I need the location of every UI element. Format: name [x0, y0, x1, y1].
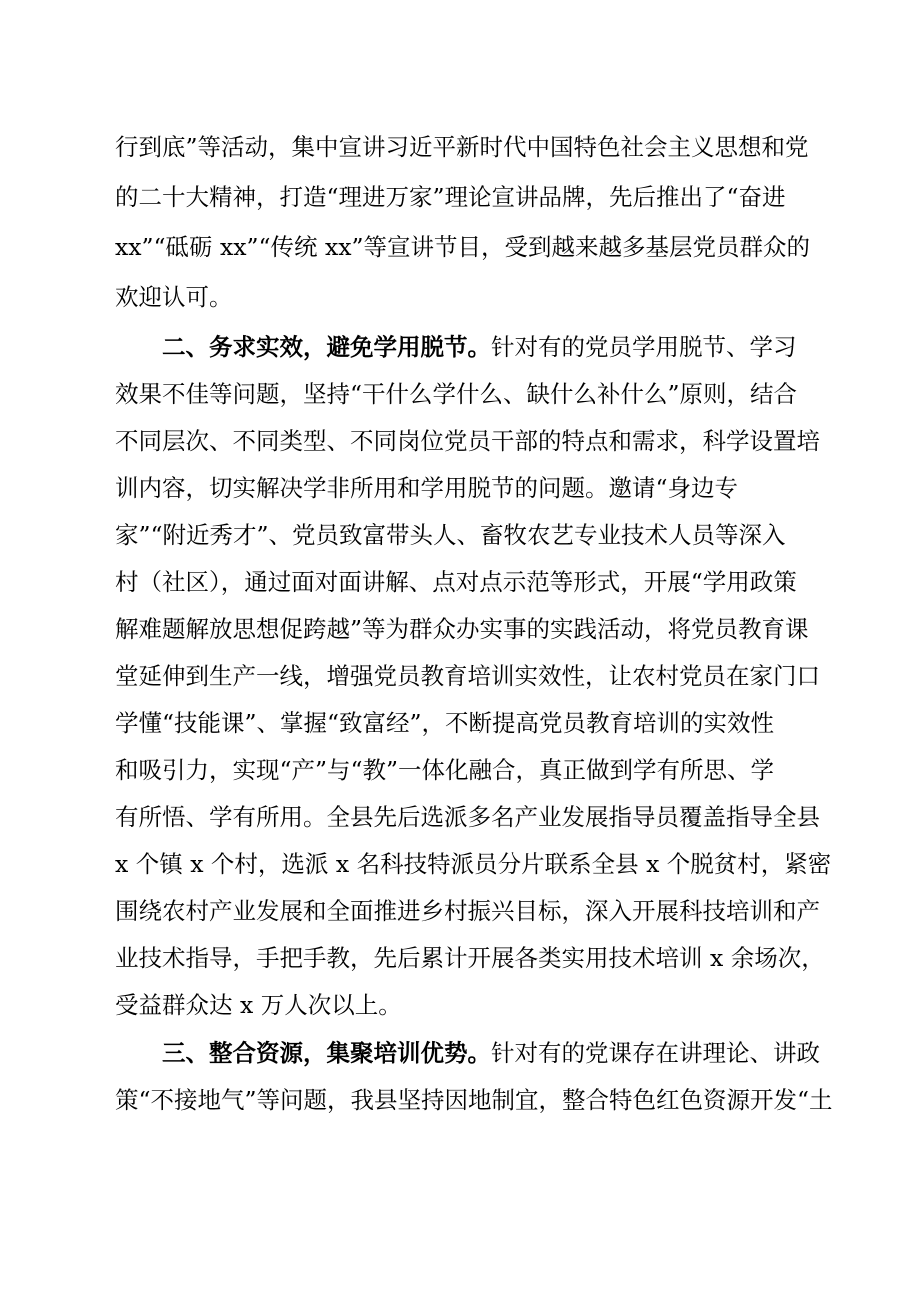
paragraph-text: 针对有的党员学用脱节、学习	[491, 333, 797, 361]
paragraph-line: 训内容，切实解决学非所用和学用脱节的问题。邀请“身边专	[115, 474, 739, 502]
section-two-line	[162, 332, 797, 362]
paragraph-line: 有所悟、学有所用。全县先后选派多名产业发展指导员覆盖指导全县	[115, 803, 820, 831]
paragraph-line: 策“不接地气”等问题，我县坚持因地制宜，整合特色红色资源开发“土	[115, 1086, 833, 1114]
section-heading: 三、整合资源，集聚培训优势。	[162, 1039, 491, 1067]
paragraph-line: 堂延伸到生产一线，增强党员教育培训实效性，让农村党员在家门口	[115, 662, 820, 690]
section-heading: 二、务求实效，避免学用脱节。	[162, 333, 491, 361]
paragraph-line: 的二十大精神，打造“理进万家”理论宣讲品牌，先后推出了“奋进	[115, 183, 786, 211]
paragraph-line: 业技术指导，手把手教，先后累计开展各类实用技术培训 x 余场次，	[115, 944, 825, 972]
paragraph-line: 家”“附近秀才”、党员致富带头人、畜牧农艺专业技术人员等深入	[115, 521, 786, 549]
paragraph-line: 行到底”等活动，集中宣讲习近平新时代中国特色社会主义思想和党	[115, 133, 809, 161]
paragraph-text: 针对有的党课存在讲理论、讲政	[491, 1039, 820, 1067]
paragraph-line: 解难题解放思想促跨越”等为群众办实事的实践活动，将党员教育课	[115, 615, 809, 643]
paragraph-line: 效果不佳等问题，坚持“干什么学什么、缺什么补什么”原则，结合	[115, 380, 798, 408]
paragraph-line: x 个镇 x 个村，选派 x 名科技特派员分片联系全县 x 个脱贫村，紧密	[115, 850, 832, 878]
paragraph-line: xx”“砥砺 xx”“传统 xx”等宣讲节目，受到越来越多基层党员群众的	[115, 233, 811, 261]
paragraph-line: 围绕农村产业发展和全面推进乡村振兴目标，深入开展科技培训和产	[115, 897, 820, 925]
paragraph-line: 村（社区），通过面对面讲解、点对点示范等形式，开展“学用政策	[115, 568, 797, 596]
paragraph-line: 不同层次、不同类型、不同岗位党员干部的特点和需求，科学设置培	[115, 427, 820, 455]
paragraph-line: 受益群众达 x 万人次以上。	[115, 991, 402, 1019]
paragraph-line: 欢迎认可。	[115, 283, 233, 311]
paragraph-line: 和吸引力，实现“产”与“教”一体化融合，真正做到学有所思、学	[115, 756, 775, 784]
paragraph-line: 学懂“技能课”、掌握“致富经”，不断提高党员教育培训的实效性	[115, 709, 775, 737]
section-three-line	[162, 1038, 820, 1068]
